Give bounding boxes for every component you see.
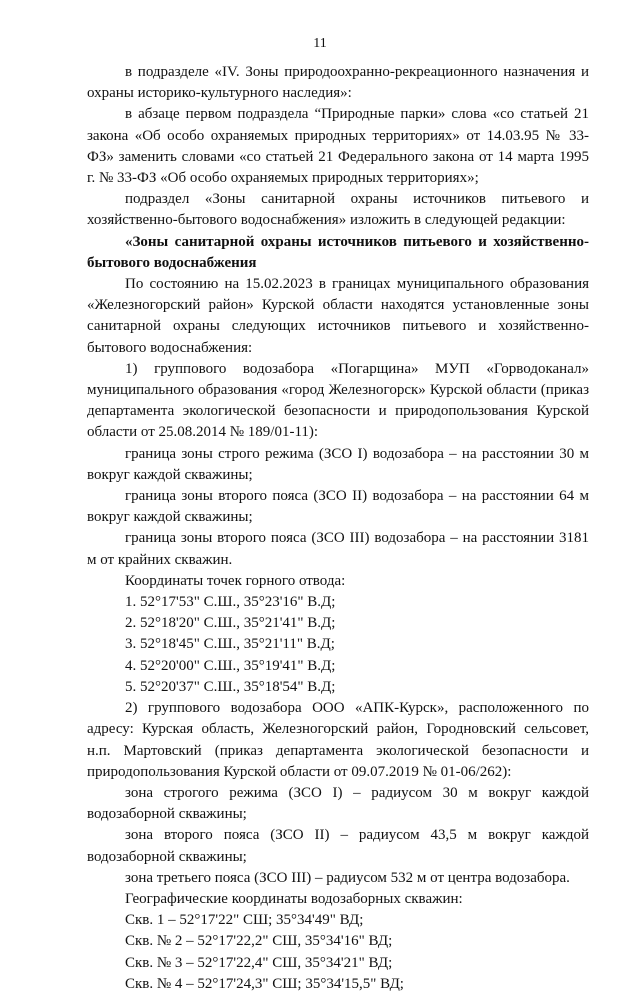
- coordinate-item: 2. 52°18'20" С.Ш., 35°21'41" В.Д;: [125, 615, 336, 632]
- coordinate-item: Скв. № 3 – 52°17'22,4" СШ, 35°34'21" ВД;: [125, 954, 393, 971]
- paragraph: Географические координаты водозаборных скважин:: [125, 890, 463, 907]
- paragraph: По состоянию на 15.02.2023 в границах муниципального образования «Железногорский район» Курской области находятся установленные зоны санитарной охраны следующих источников питьевого и хозяйственно-бытового водоснабжения:: [87, 276, 589, 356]
- paragraph: граница зоны строго режима (ЗСО I) водозабора – на расстоянии 30 м вокруг каждой скважины;: [87, 445, 589, 483]
- paragraph: зона строгого режима (ЗСО I) – радиусом 30 м вокруг каждой водозаборной скважины;: [87, 784, 589, 823]
- coordinate-item: Скв. 1 – 52°17'22" СШ; 35°34'49" ВД;: [125, 912, 364, 929]
- coordinate-item: Скв. № 4 – 52°17'24,3" СШ; 35°34'15,5" ВД;: [125, 975, 404, 992]
- coordinate-item: Скв. № 2 – 52°17'22,2" СШ, 35°34'16" ВД;: [125, 933, 393, 950]
- page-number: 11: [313, 36, 327, 51]
- coordinate-item: 1. 52°17'53" С.Ш., 35°23'16" В.Д;: [125, 594, 336, 611]
- paragraph: в абзаце первом подраздела “Природные парки» слова «со статьей 21 закона «Об особо охраняемых природных территориях» от 14.03.95 № 33-ФЗ» заменить словами «со статьей 21 Федерального закона от 14 марта 1995 г. № 33-ФЗ «Об особо охраняемых природных территориях»;: [87, 106, 589, 187]
- coordinate-item: 3. 52°18'45" С.Ш., 35°21'11" В.Д;: [125, 636, 335, 653]
- paragraph: граница зоны второго пояса (ЗСО III) водозабора – на расстоянии 3181 м от крайних скважин.: [87, 530, 589, 568]
- list-item: 1) группового водозабора «Погарщина» МУП «Горводоканал» муниципального образования «город Железногорск» Курской области (приказ департамента экологической безопасности и природопользования Курской области от 25.08.2014 № 189/01-11):: [87, 360, 589, 441]
- paragraph: граница зоны второго пояса (ЗСО II) водозабора – на расстоянии 64 м вокруг каждой скважины;: [87, 488, 589, 526]
- paragraph: зона третьего пояса (ЗСО III) – радиусом 532 м от центра водозабора.: [125, 869, 570, 886]
- section-heading: «Зоны санитарной охраны источников питьевого и хозяйственно-бытового водоснабжения: [87, 233, 589, 271]
- paragraph: Координаты точек горного отвода:: [125, 572, 346, 589]
- coordinate-item: 5. 52°20'37" С.Ш., 35°18'54" В.Д;: [125, 678, 336, 695]
- paragraph: в подразделе «IV. Зоны природоохранно-рекреационного назначения и охраны историко-культурного наследия»:: [87, 64, 589, 102]
- coordinate-item: 4. 52°20'00" С.Ш., 35°19'41" В.Д;: [125, 657, 336, 674]
- paragraph: подраздел «Зоны санитарной охраны источников питьевого и хозяйственно-бытового водоснабжения» изложить в следующей редакции:: [87, 191, 589, 229]
- document-body: [87, 62, 589, 995]
- list-item: 2) группового водозабора ООО «АПК-Курск», расположенного по адресу: Курская область, Железногорский район, Городновский сельсовет, н.п. Мартовский (приказ департамента экологической безопасности и природопользования Курской области от 09.07.2019 № 01-06/262):: [87, 700, 589, 780]
- paragraph: зона второго пояса (ЗСО II) – радиусом 43,5 м вокруг каждой водозаборной скважины;: [87, 827, 589, 865]
